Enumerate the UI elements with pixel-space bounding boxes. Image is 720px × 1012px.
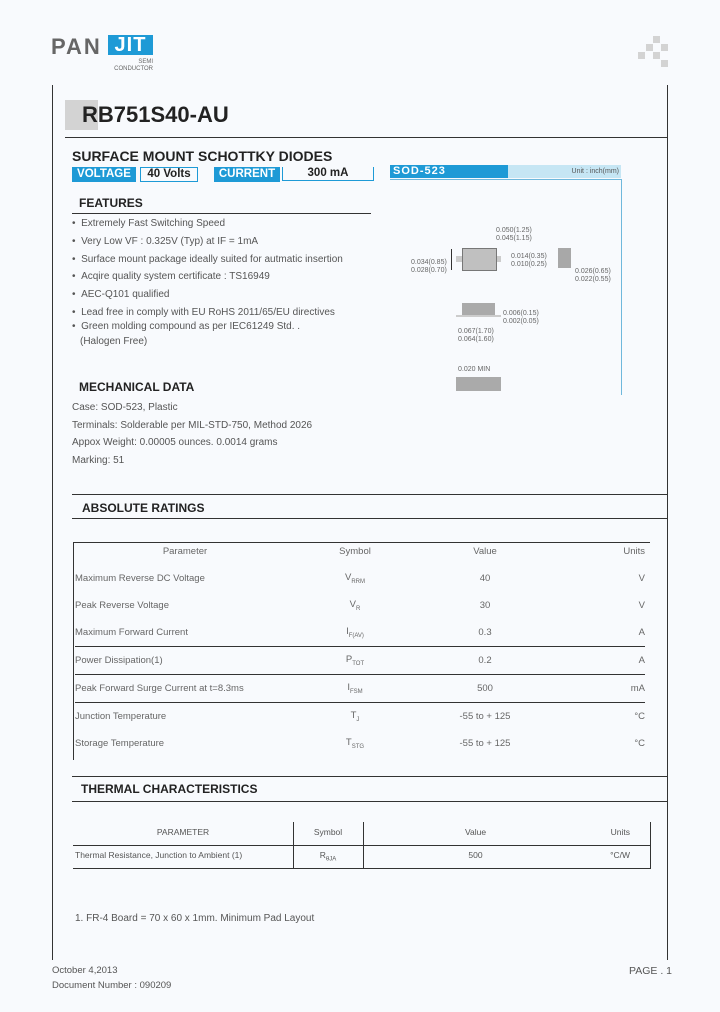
cell-value: 0.2 — [478, 655, 492, 666]
ratings-table-left — [73, 542, 74, 760]
thermal-value: 500 — [468, 850, 483, 860]
cell-unit: °C — [634, 738, 645, 749]
dim-lead: 0.014(0.35) 0.010(0.25) — [511, 253, 547, 268]
thermal-col-parameter: PARAMETER — [156, 827, 210, 837]
feature-item: • AEC-Q101 qualified — [72, 289, 170, 300]
cell-value: -55 to + 125 — [459, 738, 511, 749]
voltage-value: 40 Volts — [140, 167, 198, 182]
cell-unit: mA — [630, 683, 645, 694]
features-divider — [72, 213, 371, 214]
cell-param: Maximum Reverse DC Voltage — [75, 573, 205, 584]
cell-value: 0.3 — [478, 627, 492, 638]
col-header: Units — [623, 546, 645, 557]
logo-subtitle — [107, 59, 153, 73]
left-frame-line — [52, 85, 53, 960]
dim-overall: 0.067(1.70) 0.064(1.60) — [458, 328, 494, 343]
package-box — [390, 179, 622, 395]
table-row — [75, 619, 645, 647]
package-top-view — [462, 248, 497, 271]
thermal-col-units: Units — [610, 827, 630, 837]
dim-min: 0.020 MIN — [458, 366, 491, 373]
cell-symbol: $I_{FSM}$ — [347, 682, 363, 695]
col-header: Value — [473, 546, 497, 557]
col-header: Symbol — [339, 546, 371, 557]
cell-symbol: $I_{F(AV)}$ — [346, 626, 364, 639]
page-title: RB751S40-AU — [82, 102, 229, 127]
thermal-col-value: Value — [464, 827, 487, 837]
cell-param: Peak Reverse Voltage — [75, 600, 170, 611]
dim-width: 0.034(0.85) 0.028(0.70) — [411, 259, 447, 274]
cell-param: Peak Forward Surge Current at t=8.3ms — [75, 683, 244, 694]
thermal-param: Thermal Resistance, Junction to Ambient (1) — [75, 850, 243, 860]
table-row — [75, 592, 645, 619]
mechanical-heading: MECHANICAL DATA — [79, 380, 195, 394]
right-frame-line — [667, 85, 668, 960]
cell-param: Power Dissipation(1) — [75, 655, 163, 666]
current-value: 300 mA — [282, 167, 374, 181]
col-header: Parameter — [162, 546, 208, 557]
cell-unit: A — [638, 627, 645, 638]
package-bottom-view — [456, 377, 501, 391]
thermal-heading-divider — [72, 801, 668, 802]
dim-length: 0.050(1.25) 0.045(1.15) — [496, 227, 532, 242]
table-row — [75, 565, 645, 592]
ratings-top-divider — [72, 494, 668, 495]
footnote: 1. FR-4 Board = 70 x 60 x 1mm. Minimum Pad Layout — [75, 913, 315, 924]
cell-unit: V — [638, 600, 645, 611]
dim-thickness: 0.006(0.15) 0.002(0.05) — [503, 310, 539, 325]
table-row — [75, 647, 645, 675]
logo-pan: PAN — [51, 34, 102, 59]
absolute-ratings-table — [75, 538, 645, 757]
cell-param: Storage Temperature — [75, 738, 165, 749]
cell-symbol: $V_{RRM}$ — [344, 572, 365, 585]
footer-page: PAGE . 1 — [629, 965, 672, 977]
thermal-unit: °C/W — [610, 850, 630, 860]
cell-unit: A — [638, 655, 645, 666]
dim-height: 0.026(0.65) 0.022(0.55) — [575, 268, 611, 283]
cell-param: Junction Temperature — [75, 711, 167, 722]
cell-param: Maximum Forward Current — [75, 627, 188, 638]
feature-item: • Lead free in comply with EU RoHS 2011/65/EU directives — [72, 307, 335, 318]
feature-item: • Extremely Fast Switching Speed — [72, 218, 226, 229]
absolute-ratings-heading: ABSOLUTE RATINGS — [82, 501, 205, 515]
package-name: SOD-523 — [390, 165, 508, 178]
logo-sub-2: CONDUCTOR — [114, 66, 153, 72]
mechanical-terminals: Terminals: Solderable per MIL-STD-750, Method 2026 — [72, 420, 313, 431]
thermal-top-divider — [72, 776, 668, 777]
mechanical-weight: Appox Weight: 0.00005 ounces. 0.0014 grams — [72, 437, 278, 448]
title-divider — [65, 137, 667, 138]
cell-unit: °C — [634, 711, 645, 722]
table-row — [75, 675, 645, 703]
feature-item: (Halogen Free) — [80, 336, 148, 347]
logo-sub-1: SEMI — [138, 59, 153, 65]
cell-symbol: $T_J$ — [350, 710, 360, 723]
footer-date: October 4,2013 — [52, 965, 118, 976]
thermal-col-symbol: Symbol — [313, 827, 343, 837]
subtitle: SURFACE MOUNT SCHOTTKY DIODES — [72, 148, 333, 164]
mechanical-marking: Marking: 51 — [72, 455, 125, 466]
features-heading: FEATURES — [79, 196, 143, 210]
package-unit: Unit : inch(mm) — [508, 165, 621, 178]
cell-symbol: $P_{TOT}$ — [345, 654, 365, 667]
ratings-heading-divider — [72, 518, 668, 519]
feature-item: • Green molding compound as per IEC61249 Std. . — [72, 321, 301, 332]
thermal-symbol: $R_{\theta JA}$ — [319, 850, 337, 863]
table-header-row — [75, 538, 645, 565]
cell-symbol: $T_{STG}$ — [345, 737, 365, 750]
table-row — [75, 703, 645, 731]
feature-item: • Surface mount package ideally suited for autmatic insertion — [72, 254, 343, 265]
package-side-view — [558, 248, 571, 268]
cell-value: 500 — [477, 683, 493, 694]
cell-value: -55 to + 125 — [459, 711, 511, 722]
feature-item: • Acqire quality system certificate : TS16949 — [72, 271, 270, 282]
footer-doc-number: Document Number : 090209 — [52, 980, 172, 991]
cell-value: 30 — [479, 600, 491, 611]
voltage-label: VOLTAGE — [72, 167, 136, 182]
cell-unit: V — [638, 573, 645, 584]
table-row — [75, 730, 645, 757]
cell-symbol: $V_R$ — [349, 599, 361, 612]
cell-value: 40 — [479, 573, 491, 584]
logo-jit: JIT — [108, 35, 153, 55]
mechanical-case: Case: SOD-523, Plastic — [72, 402, 178, 413]
thermal-heading: THERMAL CHARACTERISTICS — [81, 782, 258, 796]
feature-item: • Very Low VF : 0.325V (Typ) at IF = 1mA — [72, 236, 259, 247]
current-label: CURRENT — [214, 167, 280, 182]
